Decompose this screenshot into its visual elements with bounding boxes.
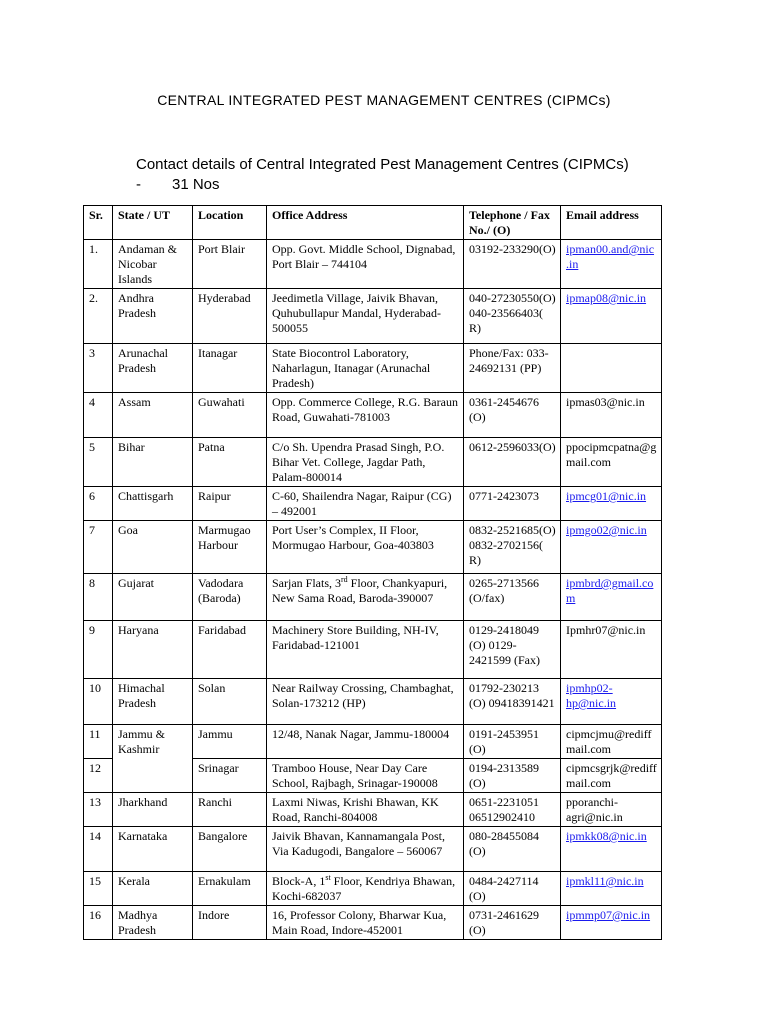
cell-address: 16, Professor Colony, Bharwar Kua, Main Road, Indore-452001 xyxy=(267,906,464,940)
cell-phone: 0731-2461629 (O) xyxy=(464,906,561,940)
cell-email xyxy=(561,574,662,621)
cell-address xyxy=(267,574,464,621)
email-text: pporanchi-agri@nic.in xyxy=(566,795,623,824)
cell-state: Chattisgarh xyxy=(113,487,193,521)
cell-phone: 0771-2423073 xyxy=(464,487,561,521)
cell-email xyxy=(561,872,662,906)
cell-email xyxy=(561,725,662,759)
intro-count-line xyxy=(136,175,696,195)
cell-phone: 0361-2454676 (O) xyxy=(464,393,561,438)
email-link[interactable]: ipmcg01@nic.in xyxy=(566,489,647,503)
header-email: Email address xyxy=(561,206,662,240)
cell-sr: 8 xyxy=(84,574,113,621)
cell-state: Kerala xyxy=(113,872,193,906)
email-link[interactable]: ipmkk08@nic.in xyxy=(566,829,647,843)
cell-state: Madhya Pradesh xyxy=(113,906,193,940)
cell-address: C/o Sh. Upendra Prasad Singh, P.O. Bihar Vet. College, Jagdar Path, Palam-800014 xyxy=(267,438,464,487)
cell-location: Vadodara (Baroda) xyxy=(193,574,267,621)
intro-dash: - xyxy=(136,176,141,193)
address-part: Sarjan Flats, 3 xyxy=(272,576,341,590)
cell-address: Laxmi Niwas, Krishi Bhawan, KK Road, Ranchi-804008 xyxy=(267,793,464,827)
cell-state: Arunachal Pradesh xyxy=(113,344,193,393)
cell-address: Near Railway Crossing, Chambaghat, Solan-173212 (HP) xyxy=(267,679,464,725)
header-sr: Sr. xyxy=(84,206,113,240)
email-link[interactable]: ipmhp02-hp@nic.in xyxy=(566,681,617,710)
cell-sr: 13 xyxy=(84,793,113,827)
table-row xyxy=(84,725,662,759)
cell-sr: 3 xyxy=(84,344,113,393)
cell-sr: 5 xyxy=(84,438,113,487)
cell-address: 12/48, Nanak Nagar, Jammu-180004 xyxy=(267,725,464,759)
cell-phone: 03192-233290(O) xyxy=(464,240,561,289)
page-title: CENTRAL INTEGRATED PEST MANAGEMENT CENTRES (CIPMCs) xyxy=(157,92,611,108)
cell-address: Machinery Store Building, NH-IV, Faridabad-121001 xyxy=(267,621,464,679)
cell-sr: 11 xyxy=(84,725,113,759)
cell-location: Ernakulam xyxy=(193,872,267,906)
cell-address: Port User’s Complex, II Floor, Mormugao Harbour, Goa-403803 xyxy=(267,521,464,574)
header-state: State / UT xyxy=(113,206,193,240)
cell-sr: 6 xyxy=(84,487,113,521)
cell-location: Bangalore xyxy=(193,827,267,872)
cell-phone: 0194-2313589 (O) xyxy=(464,759,561,793)
cell-location: Ranchi xyxy=(193,793,267,827)
cell-address: Opp. Govt. Middle School, Dignabad, Port Blair – 744104 xyxy=(267,240,464,289)
table-row xyxy=(84,872,662,906)
email-link[interactable]: ipman00.and@nic.in xyxy=(566,242,655,271)
email-link[interactable]: ipmbrd@gmail.com xyxy=(566,576,654,605)
address-part: Block-A, 1 xyxy=(272,874,326,888)
cell-phone: 0651-2231051 06512902410 xyxy=(464,793,561,827)
cell-sr: 10 xyxy=(84,679,113,725)
table-row xyxy=(84,289,662,344)
address-ordinal: st xyxy=(325,873,331,882)
cell-phone: 0832-2521685(O) 0832-2702156( R) xyxy=(464,521,561,574)
cell-location: Marmugao Harbour xyxy=(193,521,267,574)
cell-sr: 7 xyxy=(84,521,113,574)
cell-email xyxy=(561,438,662,487)
cell-phone: 0484-2427114 (O) xyxy=(464,872,561,906)
cell-sr: 15 xyxy=(84,872,113,906)
cell-state: Jammu & Kashmir xyxy=(113,725,193,793)
email-text: cipmcsgrjk@rediffmail.com xyxy=(566,761,657,790)
table-row xyxy=(84,240,662,289)
cell-state: Gujarat xyxy=(113,574,193,621)
cell-address: State Biocontrol Laboratory, Naharlagun, Itanagar (Arunachal Pradesh) xyxy=(267,344,464,393)
cell-sr: 9 xyxy=(84,621,113,679)
cell-email xyxy=(561,759,662,793)
cell-address: Jaivik Bhavan, Kannamangala Post, Via Kadugodi, Bangalore – 560067 xyxy=(267,827,464,872)
cell-location: Faridabad xyxy=(193,621,267,679)
cell-address xyxy=(267,872,464,906)
table-row xyxy=(84,487,662,521)
cell-state: Haryana xyxy=(113,621,193,679)
cell-state: Assam xyxy=(113,393,193,438)
email-link[interactable]: ipmkl11@nic.in xyxy=(566,874,644,888)
cell-phone: 080-28455084 (O) xyxy=(464,827,561,872)
table-row xyxy=(84,438,662,487)
cell-state: Bihar xyxy=(113,438,193,487)
intro-count: 31 Nos xyxy=(172,176,220,193)
table-row xyxy=(84,393,662,438)
email-link[interactable]: ipmap08@nic.in xyxy=(566,291,647,305)
cell-phone: 0265-2713566 (O/fax) xyxy=(464,574,561,621)
cell-location: Solan xyxy=(193,679,267,725)
cell-email xyxy=(561,679,662,725)
email-link[interactable]: ipmgo02@nic.in xyxy=(566,523,647,537)
header-location: Location xyxy=(193,206,267,240)
cell-state: Andhra Pradesh xyxy=(113,289,193,344)
cell-state: Andaman & Nicobar Islands xyxy=(113,240,193,289)
table-row xyxy=(84,679,662,725)
cell-phone: 01792-230213 (O) 09418391421 xyxy=(464,679,561,725)
cell-email xyxy=(561,487,662,521)
email-text: cipmcjmu@rediffmail.com xyxy=(566,727,652,756)
cell-location: Guwahati xyxy=(193,393,267,438)
cell-location: Itanagar xyxy=(193,344,267,393)
cell-phone: 040-27230550(O) 040-23566403( R) xyxy=(464,289,561,344)
cell-location: Indore xyxy=(193,906,267,940)
intro-line: Contact details of Central Integrated Pest Management Centres (CIPMCs) xyxy=(136,156,629,173)
cell-location: Jammu xyxy=(193,725,267,759)
table-row xyxy=(84,906,662,940)
cell-state: Jharkhand xyxy=(113,793,193,827)
table-row xyxy=(84,621,662,679)
cell-phone: 0191-2453951 (O) xyxy=(464,725,561,759)
cell-phone: 0612-2596033(O) xyxy=(464,438,561,487)
cipmc-contact-table xyxy=(83,205,662,940)
cell-location: Port Blair xyxy=(193,240,267,289)
cell-email xyxy=(561,827,662,872)
cell-email xyxy=(561,393,662,438)
cell-phone: 0129-2418049 (O) 0129-2421599 (Fax) xyxy=(464,621,561,679)
cell-sr: 1. xyxy=(84,240,113,289)
cell-sr: 2. xyxy=(84,289,113,344)
intro-text xyxy=(136,155,696,195)
table-row xyxy=(84,521,662,574)
email-text: Ipmhr07@nic.in xyxy=(566,623,646,637)
address-ordinal: rd xyxy=(341,575,348,584)
cell-location: Hyderabad xyxy=(193,289,267,344)
address-part: Floor, Chankyapuri, New Sama Road, Baroda-390007 xyxy=(272,576,448,605)
cell-state: Himachal Pradesh xyxy=(113,679,193,725)
table-row xyxy=(84,574,662,621)
cell-address: Opp. Commerce College, R.G. Baraun Road, Guwahati-781003 xyxy=(267,393,464,438)
cell-email xyxy=(561,289,662,344)
header-phone: Telephone / Fax No./ (O) xyxy=(464,206,561,240)
cell-sr: 12 xyxy=(84,759,113,793)
email-text: ppocipmcpatna@gmail.com xyxy=(566,440,657,469)
email-link[interactable]: ipmmp07@nic.in xyxy=(566,908,651,922)
cell-address: Tramboo House, Near Day Care School, Rajbagh, Srinagar-190008 xyxy=(267,759,464,793)
cell-location: Srinagar xyxy=(193,759,267,793)
table-row xyxy=(84,827,662,872)
cell-location: Raipur xyxy=(193,487,267,521)
cell-sr: 4 xyxy=(84,393,113,438)
cell-sr: 14 xyxy=(84,827,113,872)
header-address: Office Address xyxy=(267,206,464,240)
cell-location: Patna xyxy=(193,438,267,487)
cell-address: Jeedimetla Village, Jaivik Bhavan, Quhubullapur Mandal, Hyderabad-500055 xyxy=(267,289,464,344)
address-part: Floor, Kendriya Bhawan, Kochi-682037 xyxy=(272,874,456,903)
cell-email xyxy=(561,521,662,574)
cell-state: Karnataka xyxy=(113,827,193,872)
cell-email xyxy=(561,793,662,827)
cell-state: Goa xyxy=(113,521,193,574)
cell-sr: 16 xyxy=(84,906,113,940)
table-row xyxy=(84,344,662,393)
cell-email xyxy=(561,344,662,393)
cell-phone: Phone/Fax: 033-24692131 (PP) xyxy=(464,344,561,393)
table-header-row xyxy=(84,206,662,240)
cell-email xyxy=(561,621,662,679)
cell-address: C-60, Shailendra Nagar, Raipur (CG) – 492001 xyxy=(267,487,464,521)
table-body xyxy=(84,240,662,940)
cell-email xyxy=(561,240,662,289)
email-text: ipmas03@nic.in xyxy=(566,395,645,409)
table-row xyxy=(84,793,662,827)
cell-email xyxy=(561,906,662,940)
